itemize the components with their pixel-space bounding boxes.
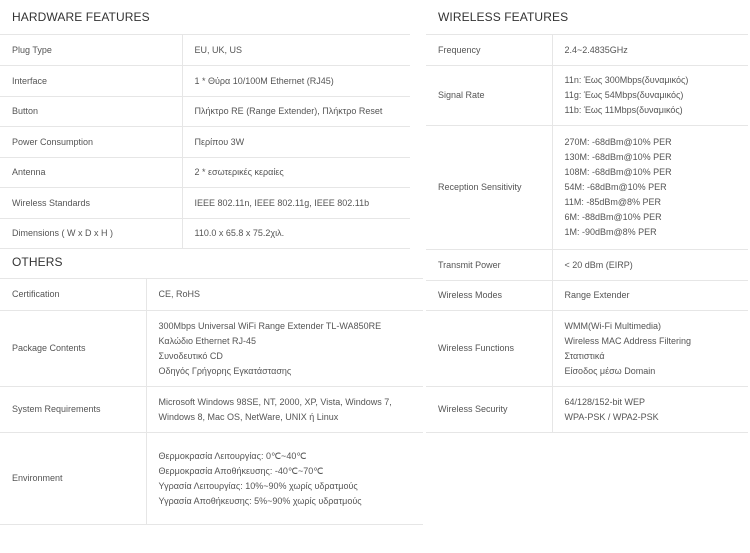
spec-label: Environment bbox=[0, 433, 146, 525]
spec-value bbox=[182, 188, 410, 219]
spec-row bbox=[0, 311, 423, 387]
spec-label: Antenna bbox=[0, 158, 182, 188]
spec-row bbox=[426, 35, 748, 66]
spec-row bbox=[426, 281, 748, 311]
others-title: OTHERS bbox=[12, 255, 63, 269]
others-table bbox=[0, 278, 423, 525]
spec-label: Wireless Modes bbox=[426, 281, 552, 311]
spec-value-line: IEEE 802.11n, IEEE 802.11g, IEEE 802.11b bbox=[194, 197, 370, 208]
spec-row bbox=[0, 279, 423, 311]
spec-value-line: 6M: -88dBm@10% PER bbox=[564, 212, 662, 222]
wireless-features-title: WIRELESS FEATURES bbox=[438, 10, 569, 24]
spec-row bbox=[0, 219, 410, 249]
spec-value-line: Περίπου 3W bbox=[194, 136, 245, 147]
spec-label: Power Consumption bbox=[0, 127, 182, 158]
spec-value-line: 54M: -68dBm@10% PER bbox=[564, 182, 667, 192]
spec-value-line: EU, UK, US bbox=[194, 44, 243, 55]
spec-label: Button bbox=[0, 97, 182, 127]
spec-value-line: Καλώδιο Ethernet RJ-45 bbox=[158, 335, 257, 346]
spec-value-line: Πλήκτρο RE (Range Extender), Πλήκτρο Reset bbox=[194, 106, 383, 116]
spec-value-line: 108M: -68dBm@10% PER bbox=[564, 167, 672, 177]
spec-value-line: Windows 8, Mac OS, NetWare, UNIX ή Linux bbox=[158, 411, 339, 422]
spec-value bbox=[146, 279, 423, 311]
spec-value-line: Θερμοκρασία Αποθήκευσης: -40℃~70℃ bbox=[158, 465, 324, 476]
spec-value-line: Συνοδευτικό CD bbox=[158, 350, 223, 361]
spec-value-line: 270M: -68dBm@10% PER bbox=[564, 137, 672, 147]
spec-label: Frequency bbox=[426, 35, 552, 66]
spec-label: Dimensions ( W x D x H ) bbox=[0, 219, 182, 249]
spec-value-line: 2 * εσωτερικές κεραίες bbox=[194, 167, 284, 177]
hardware-features-table bbox=[0, 34, 410, 249]
spec-row bbox=[0, 66, 410, 97]
spec-value bbox=[182, 97, 410, 127]
spec-label: Reception Sensitivity bbox=[426, 126, 552, 250]
spec-value bbox=[552, 387, 748, 433]
spec-row bbox=[426, 66, 748, 126]
spec-value-line: 130M: -68dBm@10% PER bbox=[564, 152, 672, 162]
spec-value-line: 11b: Έως 11Mbps(δυναμικός) bbox=[564, 105, 683, 115]
spec-row bbox=[0, 433, 423, 525]
spec-label: Certification bbox=[0, 279, 146, 311]
spec-value bbox=[146, 311, 423, 387]
spec-row bbox=[0, 387, 423, 433]
spec-row bbox=[426, 311, 748, 387]
spec-value bbox=[182, 219, 410, 249]
spec-value-line: 64/128/152-bit WEP bbox=[564, 396, 646, 407]
spec-value-line: 110.0 x 65.8 x 75.2χιλ. bbox=[194, 228, 285, 238]
spec-row bbox=[0, 35, 410, 66]
spec-row bbox=[426, 250, 748, 281]
spec-value-line: CE, RoHS bbox=[158, 289, 201, 299]
spec-label: Plug Type bbox=[0, 35, 182, 66]
spec-value-line: 2.4~2.4835GHz bbox=[564, 44, 628, 55]
spec-label: Wireless Standards bbox=[0, 188, 182, 219]
spec-value-line: Οδηγός Γρήγορης Εγκατάστασης bbox=[158, 365, 292, 376]
spec-value-line: 1 * Θύρα 10/100M Ethernet (RJ45) bbox=[194, 75, 334, 86]
spec-row bbox=[426, 126, 748, 250]
spec-value bbox=[552, 250, 748, 281]
spec-value bbox=[182, 158, 410, 188]
spec-value-line: Υγρασία Λειτουργίας: 10%~90% χωρίς υδρατμούς bbox=[158, 480, 358, 491]
spec-value-line: 11M: -85dBm@8% PER bbox=[564, 197, 662, 207]
spec-value bbox=[182, 66, 410, 97]
spec-label: Transmit Power bbox=[426, 250, 552, 281]
spec-value-line: WMM(Wi-Fi Multimedia) bbox=[564, 320, 661, 331]
spec-value-line: 300Mbps Universal WiFi Range Extender TL-WA850RE bbox=[158, 320, 382, 331]
spec-value-line: 1M: -90dBm@8% PER bbox=[564, 227, 657, 237]
spec-label: Wireless Functions bbox=[426, 311, 552, 387]
spec-value-line: Είσοδος μέσω Domain bbox=[564, 365, 656, 376]
spec-row bbox=[0, 188, 410, 219]
spec-label: Interface bbox=[0, 66, 182, 97]
spec-row bbox=[0, 97, 410, 127]
hardware-features-title: HARDWARE FEATURES bbox=[12, 10, 150, 24]
spec-label: Package Contents bbox=[0, 311, 146, 387]
spec-value bbox=[146, 433, 423, 525]
spec-value-line: 11g: Έως 54Mbps(δυναμικός) bbox=[564, 90, 684, 100]
spec-value-line: Θερμοκρασία Λειτουργίας: 0℃~40℃ bbox=[158, 450, 307, 461]
spec-value-line: 11n: Έως 300Mbps(δυναμικός) bbox=[564, 75, 689, 85]
spec-value bbox=[552, 66, 748, 126]
spec-value-line: WPA-PSK / WPA2-PSK bbox=[564, 411, 659, 422]
spec-row bbox=[426, 387, 748, 433]
spec-value bbox=[552, 311, 748, 387]
spec-value-line: Στατιστικά bbox=[564, 350, 605, 361]
spec-value bbox=[552, 35, 748, 66]
spec-value-line: Range Extender bbox=[564, 290, 630, 300]
spec-value-line: Wireless MAC Address Filtering bbox=[564, 335, 692, 346]
wireless-features-table bbox=[426, 34, 748, 433]
spec-value bbox=[146, 387, 423, 433]
spec-value bbox=[552, 126, 748, 250]
spec-value bbox=[182, 35, 410, 66]
spec-value-line: < 20 dBm (EIRP) bbox=[564, 259, 633, 270]
spec-row bbox=[0, 158, 410, 188]
spec-value-line: Microsoft Windows 98SE, NT, 2000, XP, Vista, Windows 7, bbox=[158, 396, 392, 407]
spec-label: System Requirements bbox=[0, 387, 146, 433]
spec-value-line: Υγρασία Αποθήκευσης: 5%~90% χωρίς υδρατμούς bbox=[158, 495, 362, 506]
spec-row bbox=[0, 127, 410, 158]
spec-label: Signal Rate bbox=[426, 66, 552, 126]
spec-label: Wireless Security bbox=[426, 387, 552, 433]
spec-value bbox=[182, 127, 410, 158]
spec-value bbox=[552, 281, 748, 311]
